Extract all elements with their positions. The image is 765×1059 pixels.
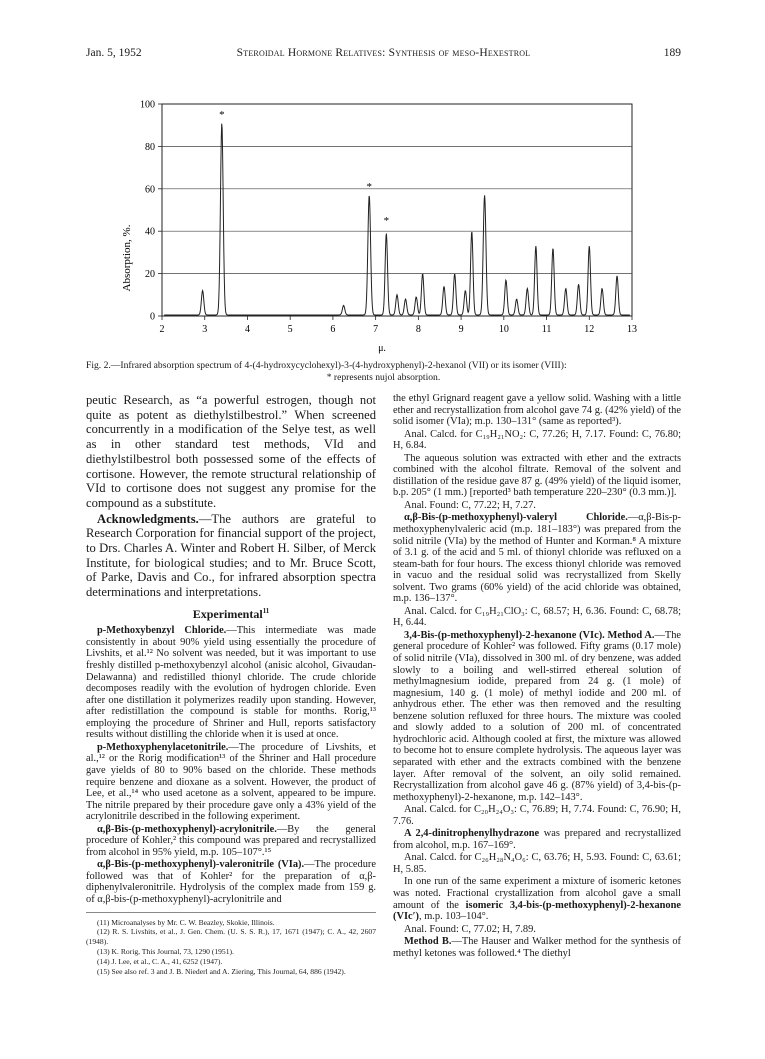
- plot-gridlines: [158, 104, 632, 320]
- x-tick-label-12: 12: [584, 324, 595, 335]
- y-tick-label-100: 100: [140, 99, 155, 111]
- aqueous-paragraph: The aqueous solution was extracted with ether and the extracts combined with the alcohol filtrate. Removal of the solvent and distillation of the residue gave 87 g. (49% yield) of the liquid isomer, b.p. 205° (1 mm.) [reported³ bath temperature 220–230° (0.3 mm.)].: [393, 452, 681, 499]
- isomeric-ketone-text-a: In one run of the same experiment a mixture of isomeric ketones was noted. Fractional crystallization from alcohol gave a small amount of the: [393, 876, 681, 911]
- page-number: 189: [663, 47, 681, 59]
- acetonitrile-heading: p-Methoxyphenylacetonitrile.: [97, 741, 229, 753]
- footnote-divider: [86, 912, 376, 913]
- intro-paragraph: peutic Research, as “a powerful estrogen, though not quite as potent as diethylstilbestrol.” When screened concurrently in a modification of the Selye test, as well as in other standard test methods, VId and diethylstilbestrol both possessed some of the effects of cortisone. However, the remote structural relationship of VId to cortisone does not suggest any promise for the compound as a substitute.: [86, 393, 376, 510]
- acrylonitrile-paragraph: [86, 824, 376, 859]
- acrylonitrile-heading: α,β-Bis-(p-methoxyphenyl)-acrylonitrile.: [97, 823, 277, 835]
- experimental-heading: [86, 606, 376, 621]
- left-column: [86, 393, 376, 976]
- x-tick-label-10: 10: [498, 324, 509, 335]
- acrylonitrile-text: —By the general procedure of Kohler,² this compound was prepared and recrystallized from alcohol in 95% yield, m.p. 105–107°.¹⁵: [86, 823, 376, 858]
- caption-line-1: Fig. 2.—Infrared absorption spectrum of 4-(4-hydroxycyclohexyl)-3-(4-hydroxyphenyl)-2-hexanol (VII) or its isomer (VIII):: [86, 360, 567, 371]
- valeryl-chloride-text: —α,β-Bis-p-methoxyphenylvaleric acid (m.p. 181–183°) was prepared from the solid nitrile (VIa) by the method of Hunter and Korman.⁸ A mixture of 3.1 g. of the acid and 5 ml. of thionyl chloride was refluxed on a steam-bath for four hours. The excess thionyl chloride was removed in vacuo and the residual solid was recrystallized from Skelly solvent. Two grams (60% yield) of the acid chloride was obtained, m.p. 136–137°.: [393, 512, 681, 605]
- analysis-hexanone: Anal. Calcd. for C₂₀H₂₄O₃: C, 76.89; H, 7.74. Found: C, 76.90; H, 7.76.: [393, 804, 681, 827]
- x-tick-label-2: 2: [159, 324, 165, 335]
- acknowledgments-heading: Acknowledgments.: [97, 511, 199, 526]
- hexanone-method-a-paragraph: [393, 630, 681, 803]
- footnote-13: (13) K. Rorig, This Journal, 73, 1290 (1951).: [97, 946, 234, 956]
- methoxybenzyl-chloride-paragraph: [86, 625, 376, 740]
- footnote-15: (15) See also ref. 3 and J. B. Niederl and A. Ziering, This Journal, 64, 886 (1942).: [97, 966, 346, 976]
- footnote-11: (11) Microanalyses by Mr. C. W. Beazley, Skokie, Illinois.: [97, 917, 275, 927]
- footnote-12: (12) R. S. Livshits, et al., J. Gen. Chem. (U. S. S. R.), 17, 1671 (1947); C. A., 42, 2607 (1948).: [86, 927, 376, 947]
- analysis-dnp: Anal. Calcd. for C₂₆H₂₈N₄O₆: C, 63.76; H, 5.93. Found: C, 63.61; H, 5.85.: [393, 852, 681, 875]
- isomeric-ketone-text-b: , m.p. 103–104°.: [419, 911, 489, 923]
- nujol-star-2: *: [366, 181, 372, 194]
- y-tick-labels: [140, 100, 155, 323]
- figure-caption: [86, 360, 681, 383]
- footnote-14: (14) J. Lee, et al., C. A., 41, 6252 (1947).: [97, 956, 223, 966]
- x-tick-label-4: 4: [244, 324, 250, 335]
- method-b-paragraph: [393, 936, 681, 959]
- dnp-heading: A 2,4-dinitrophenylhydrazone: [404, 828, 540, 840]
- y-tick-label-20: 20: [145, 269, 155, 281]
- x-tick-label-13: 13: [627, 324, 637, 335]
- analysis-acid-chloride: Anal. Calcd. for C₁₉H₂₁ClO₃: C, 68.57; H, 6.36. Found: C, 68.78; H, 6.44.: [393, 605, 681, 629]
- x-tick-label-11: 11: [541, 324, 552, 335]
- x-tick-label-7: 7: [373, 324, 379, 335]
- isomeric-ketone-name: isomeric 3,4-bis-(p-methoxyphenyl)-2-hexanone (VIc′): [393, 899, 682, 923]
- dnp-paragraph: [393, 828, 681, 851]
- x-tick-label-8: 8: [415, 324, 421, 335]
- header-date: Jan. 5, 1952: [86, 47, 142, 59]
- dnp-text: was prepared and recrystallized from alcohol, m.p. 167–169°.: [393, 828, 681, 851]
- acetonitrile-text: —The procedure of Livshits, et al.,¹² or the Rorig modification¹³ of the Shriner and Hall procedure gave yields of 80 to 90% based on the chloride. These methods require benzene and dioxane as a solvent. However, the product of Lee, et al.,¹⁴ who used acetone as a solvent, appeared to be impure. The nitrile prepared by their procedure gave only a 43% yield of the acrylonitrile described in the following experiment.: [86, 741, 376, 823]
- x-tick-label-9: 9: [458, 324, 464, 335]
- analysis-liquid-isomer: Anal. Found: C, 77.22; H, 7.27.: [404, 499, 536, 511]
- valeronitrile-heading: α,β-Bis-(p-methoxyphenyl)-valeronitrile (VIa).: [97, 859, 305, 871]
- analysis-isomeric-ketone: Anal. Found: C, 77.02; H, 7.89.: [404, 923, 536, 935]
- caption-line-2: * represents nujol absorption.: [326, 371, 441, 383]
- x-tick-labels: [160, 324, 638, 335]
- x-tick-label-5: 5: [287, 324, 293, 335]
- experimental-title: Experimental: [192, 606, 263, 621]
- acetonitrile-paragraph: [86, 742, 376, 823]
- right-column: [393, 393, 681, 960]
- experimental-footnote-ref: 11: [262, 606, 270, 615]
- hexanone-method-a-text: —The general procedure of Kohler² was followed. Fifty grams (0.17 mole) of solid nitrile (VIa), dissolved in 300 ml. of dry benzene, was added slowly to a boiling and well-stirred ethereal solution of methylmagnesium iodide, prepared from 24 g. (1 mole) of magnesium, 140 g. (1 mole) of methyl iodide and 200 ml. of anhydrous ether. The ether was then removed and the resulting benzene solution refluxed for three hours. The mixture was cooled and slowly added to a solution of 200 ml. of concentrated hydrochloric acid. Although cooled at first, the mixture was allowed to become hot to ensure complete hydrolysis. The aqueous layer was separated with ether and the extracts combined with the benzene layer. After removal of the solvent, an oily solid remained. Recrystallization from alcohol gave 46 g. (87% yield) of 3,4-bis-(p-methoxyphenyl)-2-hexanone, m.p. 142–143°.: [393, 629, 681, 803]
- nujol-markers: [219, 109, 389, 227]
- analysis-via: Anal. Calcd. for C₁₉H₂₁NO₂: C, 77.26; H, 7.17. Found: C, 76.80; H, 6.84.: [393, 428, 681, 452]
- hexanone-method-a-heading: 3,4-Bis-(p-methoxyphenyl)-2-hexanone (VIc). Method A.: [404, 629, 655, 641]
- method-b-text: —The Hauser and Walker method for the synthesis of methyl ketones was followed.⁴ The diethyl: [393, 936, 681, 959]
- methoxybenzyl-chloride-heading: p-Methoxybenzyl Chloride.: [97, 625, 227, 637]
- isomeric-ketone-paragraph: [393, 876, 681, 922]
- method-b-heading: Method B.: [404, 936, 452, 948]
- footnotes: [86, 918, 376, 977]
- nujol-star-1: *: [219, 108, 225, 121]
- x-axis-label: μ.: [378, 343, 386, 354]
- grignard-paragraph: the ethyl Grignard reagent gave a yellow solid. Washing with a little ether and recrystallization from alcohol gave 74 g. (42% yield) of the solid isomer (VIa); m.p. 130–131° (same as reported³).: [393, 393, 681, 428]
- x-tick-label-6: 6: [330, 324, 336, 335]
- y-tick-label-60: 60: [145, 184, 155, 196]
- x-tick-label-3: 3: [202, 324, 208, 335]
- plot-border: [162, 104, 632, 316]
- valeryl-chloride-heading: α,β-Bis-(p-methoxyphenyl)-valeryl Chloride.: [404, 512, 628, 524]
- valeronitrile-paragraph: [86, 859, 376, 905]
- y-tick-label-40: 40: [145, 226, 155, 238]
- running-header: [86, 47, 681, 63]
- methoxybenzyl-chloride-text: —This intermediate was made consistently in about 90% yield using essentially the procedure of Livshits, et al.¹² No solvent was needed, but it was important to use freshly distilled p-methoxybenzyl alcohol (anisic alcohol, Givaudan-Delawanna) and redistilled thionyl chloride. The crude chloride decomposes readily with the evolution of hydrogen chloride. Even after one distillation it polymerizes readily upon standing. However, after redistillation the compound is stable for months. Rorig,¹³ employing the procedure of Shriner and Hull, reports satisfactory results without distilling the chloride when it is used at once.: [86, 625, 377, 741]
- y-tick-label-0: 0: [150, 311, 155, 323]
- header-title: Steroidal Hormone Relatives: Synthesis of meso-Hexestrol: [236, 47, 531, 59]
- spectrum-trace: [164, 124, 630, 315]
- acknowledgments-text: —The authors are grateful to Research Corporation for financial support of the project, to Drs. Charles A. Winter and Robert H. Silber, of Merck Institute, for biological studies; and to Mr. Bruce Scott, of Parke, Davis and Co., for infrared absorption spectra determinations and interpretations.: [86, 511, 376, 600]
- y-tick-label-80: 80: [145, 141, 155, 153]
- y-axis-label: Absorption, %.: [121, 224, 133, 292]
- acknowledgments-paragraph: [86, 512, 376, 600]
- valeryl-chloride-paragraph: [393, 512, 681, 604]
- nujol-star-3: *: [383, 214, 390, 227]
- ir-spectrum-figure: [120, 92, 645, 354]
- plot-frame: [162, 104, 632, 316]
- valeronitrile-text: —The procedure followed was that of Kohler² for the preparation of α,β-diphenylvaleronitrile. Hydrolysis of the complex made from 159 g. of α,β-bis-(p-methoxyphenyl)-acrylonitrile and: [86, 859, 376, 905]
